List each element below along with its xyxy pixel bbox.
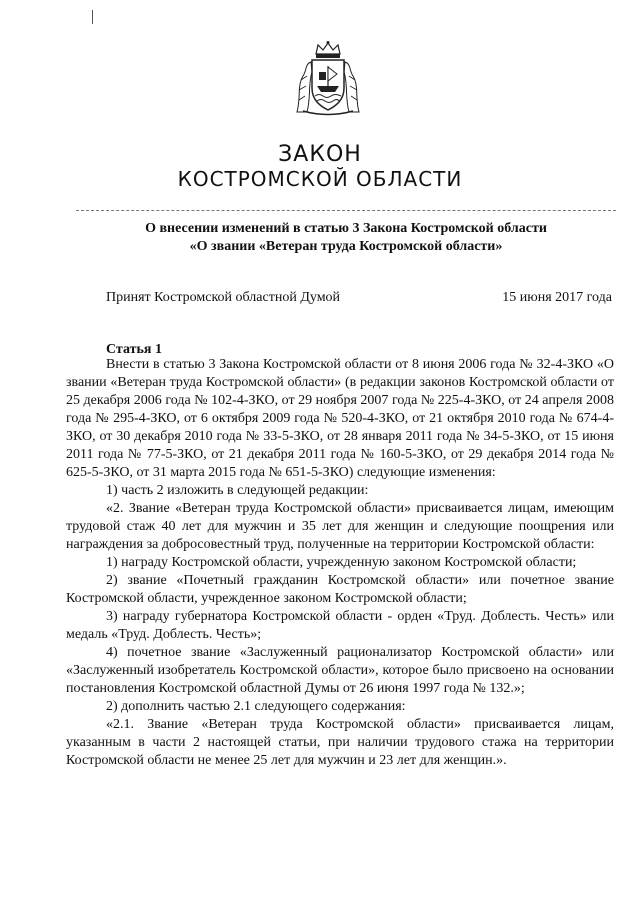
law-subject-line-2: «О звании «Ветеран труда Костромской области»	[189, 239, 503, 254]
paragraph: 1) награду Костромской области, учрежденную законом Костромской области;	[106, 555, 577, 570]
paragraph: 1) часть 2 изложить в следующей редакции:	[106, 483, 369, 498]
law-title: ЗАКОН	[278, 142, 362, 167]
law-subject-line-1: О внесении изменений в статью 3 Закона Костромской области	[145, 221, 547, 236]
article-heading: Статья 1	[106, 342, 162, 357]
coat-of-arms-icon	[293, 40, 363, 116]
paragraph: «2. Звание «Ветеран труда Костромской области» присваивается лицам, имеющим трудовой стаж 40 лет для мужчин и 35 лет для женщин и следующие поощрения или награждения за добросовестный труд, полученные на территории Костромской области:	[66, 501, 614, 552]
paragraph: 2) звание «Почетный гражданин Костромской области» или почетное звание Костромской области, учрежденное законом Костромской области;	[66, 573, 614, 606]
header-divider	[76, 210, 616, 211]
law-subject	[76, 220, 616, 256]
paragraph: 2) дополнить частью 2.1 следующего содержания:	[106, 699, 406, 714]
paragraph: 4) почетное звание «Заслуженный рационализатор Костромской области» или «Заслуженный изобретатель Костромской области», которое было присвоено на основании постановления Костромской областной Думы от 26 июня 1997 года № 132.»;	[66, 645, 614, 696]
adopted-by: Принят Костромской областной Думой	[106, 290, 341, 305]
adoption-line	[106, 290, 612, 306]
scan-mark	[92, 10, 93, 24]
paragraph: 3) награду губернатора Костромской области - орден «Труд. Доблесть. Честь» или медаль «Труд. Доблесть. Честь»;	[66, 609, 614, 642]
paragraph: Внести в статью 3 Закона Костромской области от 8 июня 2006 года № 32-4-ЗКО «О звании «Ветеран труда Костромской области» (в редакции законов Костромской области от 25 декабря 2006 года № 102-4-ЗКО, от 29 ноября 2007 года № 225-4-ЗКО, от 24 апреля 2008 года № 295-4-ЗКО, от 6 октября 2009 года № 520-4-ЗКО, от 21 октября 2010 года № 674-4-ЗКО, от 30 декабря 2010 года № 33-5-ЗКО, от 28 января 2011 года № 34-5-ЗКО, от 15 июня 2011 года № 77-5-ЗКО, от 21 декабря 2011 года № 160-5-ЗКО, от 29 декабря 2014 года № 625-5-ЗКО, от 31 марта 2015 года № 651-5-ЗКО) следующие изменения:	[66, 357, 614, 480]
paragraph: «2.1. Звание «Ветеран труда Костромской области» присваивается лицам, указанным в части 2 настоящей статьи, при наличии трудового стажа на территории Костромской области не менее 25 лет для мужчин и 23 лет для женщин.».	[66, 717, 614, 768]
law-region-title: КОСТРОМСКОЙ ОБЛАСТИ	[177, 167, 463, 191]
adopted-date: 15 июня 2017 года	[502, 290, 612, 305]
article-body	[66, 356, 614, 770]
